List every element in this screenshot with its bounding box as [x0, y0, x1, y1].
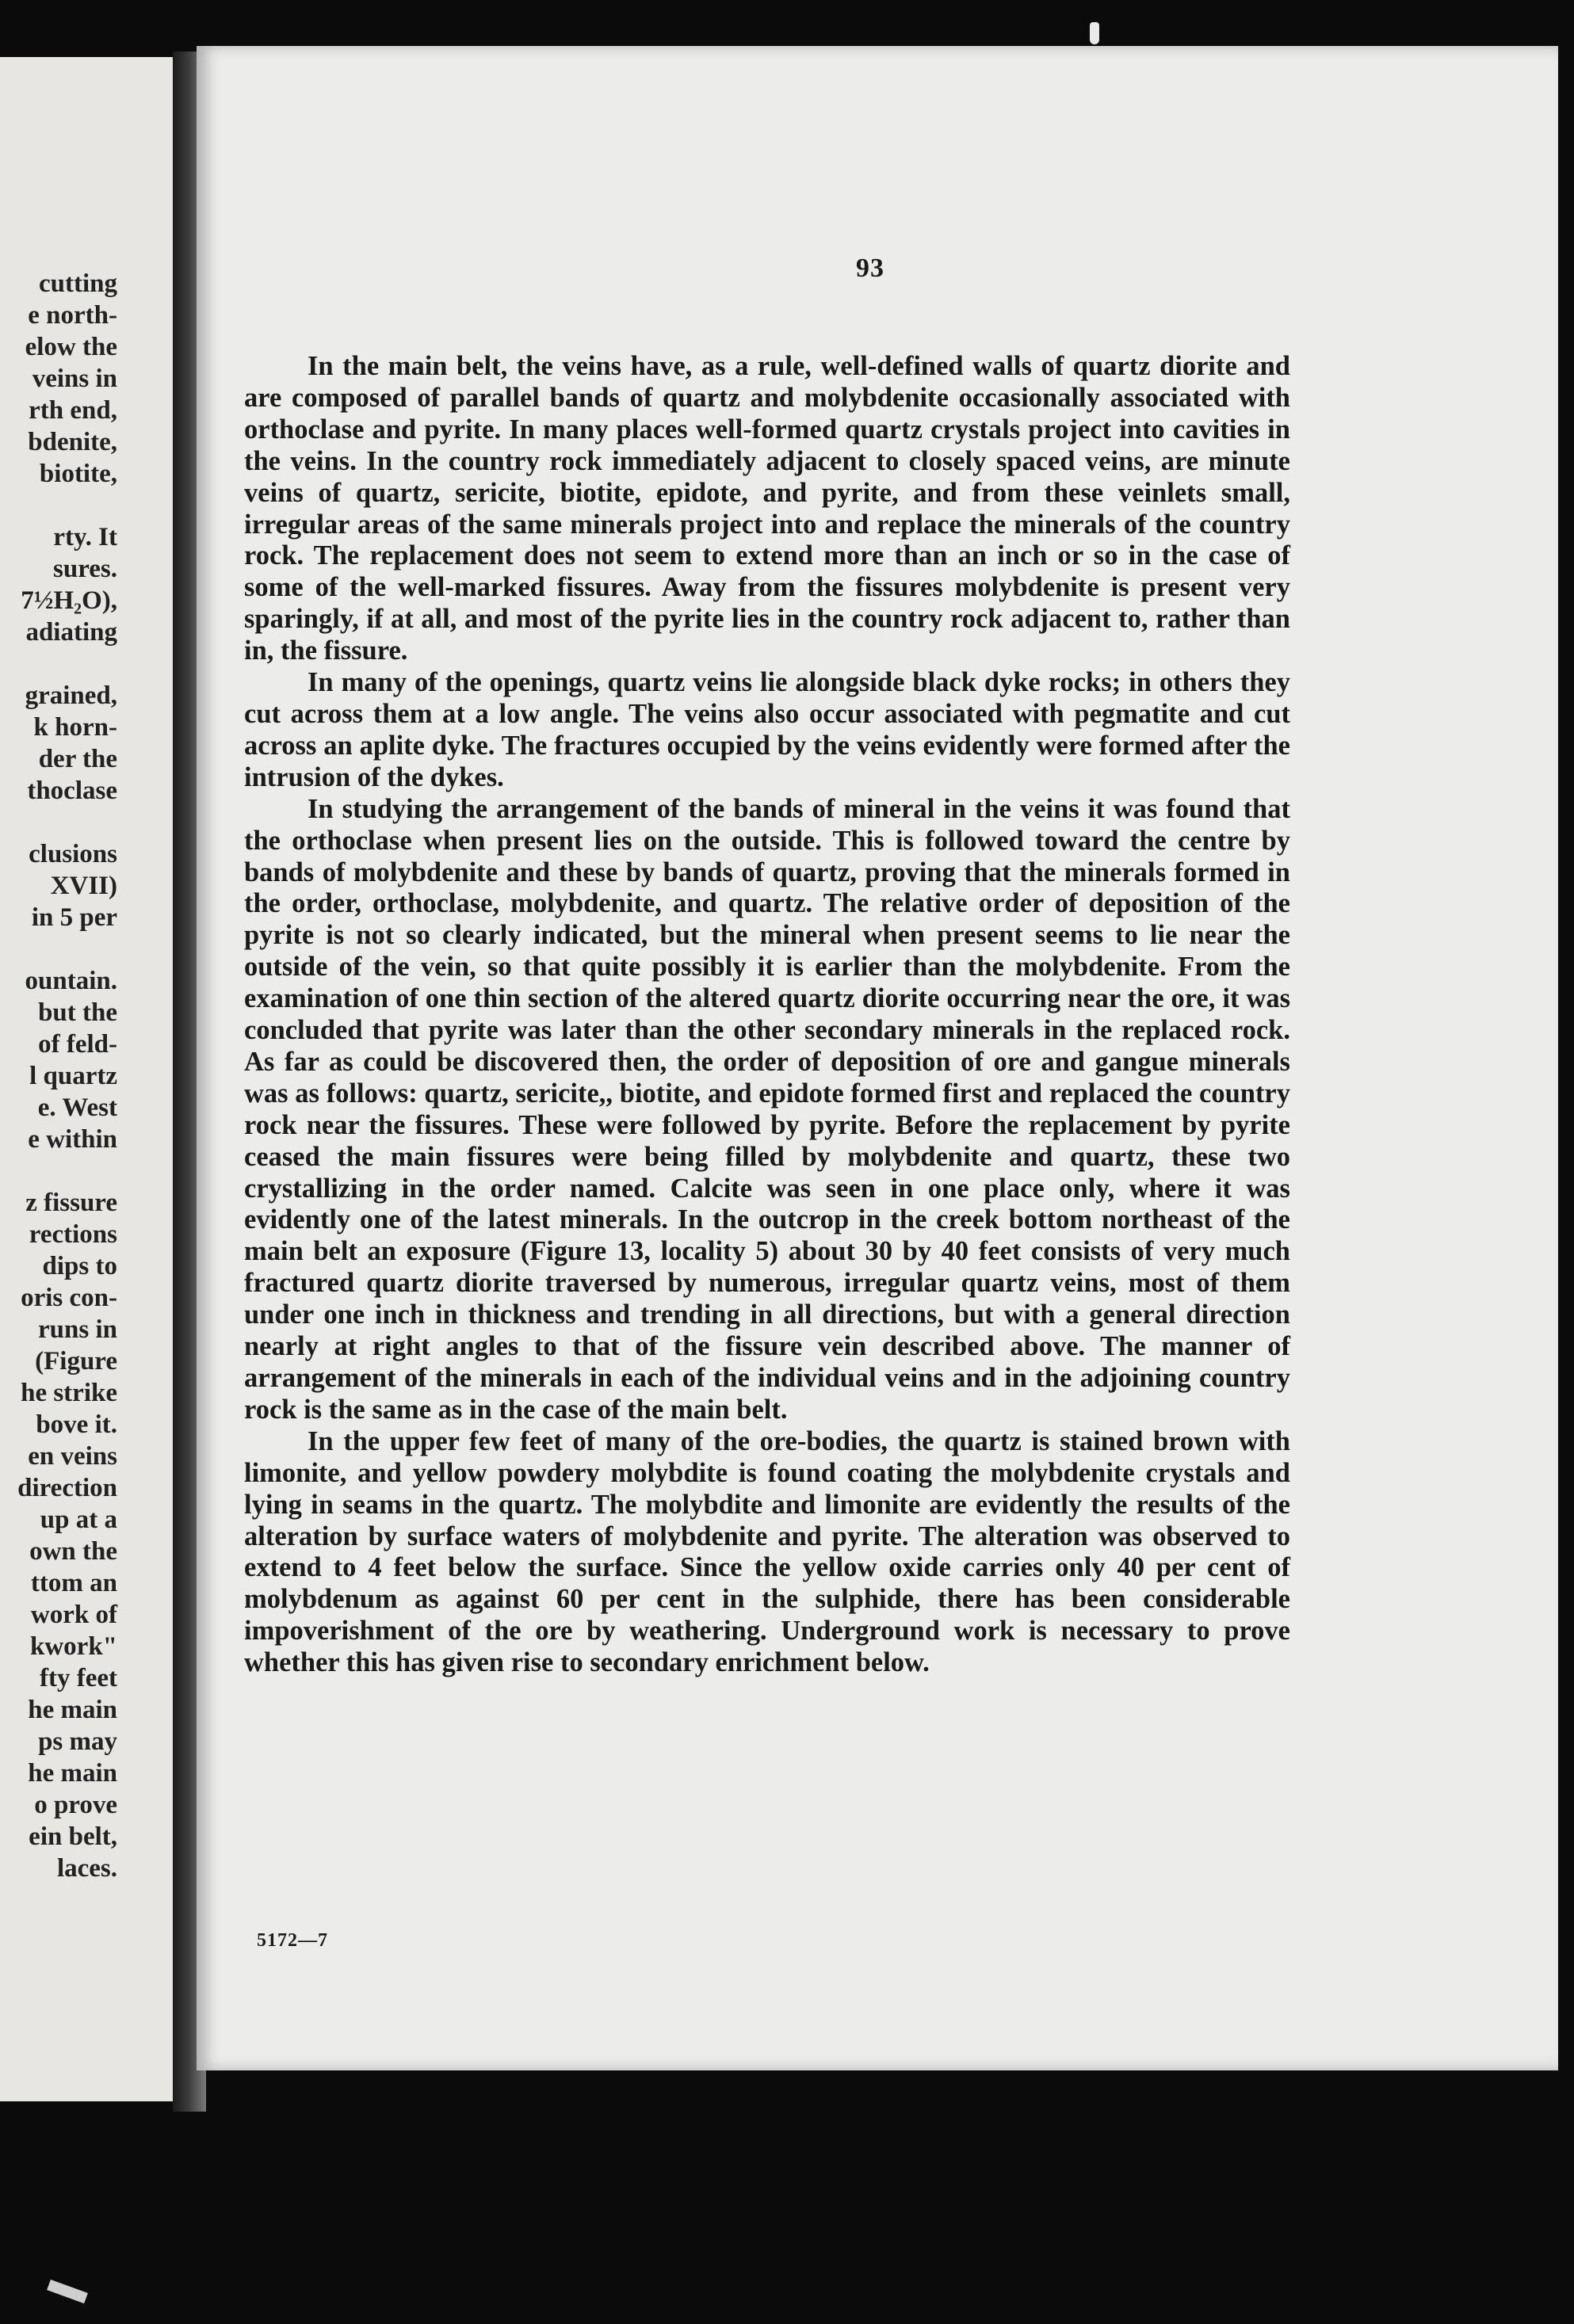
left-page-fragment: grained, [25, 681, 117, 710]
previous-page-edge [0, 57, 173, 2101]
left-page-fragment: o prove [34, 1791, 117, 1819]
left-page-fragment: biotite, [39, 460, 117, 488]
left-page-fragment: in 5 per [31, 903, 117, 932]
left-page-fragment: veins in [32, 364, 117, 393]
left-page-fragment: own the [29, 1537, 117, 1566]
left-page-fragment: kwork" [29, 1632, 117, 1661]
left-page-fragment: work of [30, 1601, 117, 1629]
left-page-fragment: of feld- [38, 1030, 117, 1059]
left-page-fragment: rty. It [53, 523, 117, 551]
left-page-fragment: but the [38, 998, 117, 1027]
left-page-fragment: l quartz [29, 1062, 117, 1090]
left-page-fragment: en veins [28, 1442, 117, 1471]
scan-speck [47, 2280, 88, 2303]
left-page-fragment: bove it. [36, 1410, 117, 1439]
paragraph: In many of the openings, quartz veins lie alongside black dyke rocks; in others they cut across them at a low angle. The veins also occur associated with pegmatite and cut across an aplite dyke. The fractures occupied by the veins evidently were formed after the intrusion of the dykes. [244, 667, 1290, 792]
left-page-fragment: sures. [53, 555, 117, 583]
left-page-fragment: k horn- [33, 713, 117, 742]
left-page-fragment: clusions [29, 840, 117, 868]
left-page-fragment: ps may [38, 1727, 117, 1756]
paragraph: In the main belt, the veins have, as a rule, well-defined walls of quartz diorite and are composed of parallel bands of quartz and molybdenite occasionally associated with orthoclase and pyrite. In many places well-formed quartz crystals project into cavities in the veins. In the country rock immediately adjacent to closely spaced veins, are minute veins of quartz, sericite, biotite, epidote, and pyrite, and from these veinlets small, irregular areas of the same minerals project into and replace the minerals of the country rock. The replacement does not seem to extend more than an inch or so in the case of some of the well-marked fissures. Away from the fissures molybdenite is present very sparingly, if at all, and most of the pyrite lies in the country rock adjacent to, rather than in, the fissure. [244, 351, 1290, 666]
left-page-fragment: runs in [38, 1315, 117, 1344]
left-page-fragment: elow the [25, 333, 117, 361]
left-page-fragment: e. West [37, 1093, 117, 1122]
left-page-fragment: der the [38, 745, 117, 773]
document-page [197, 46, 1558, 2070]
page-number: 93 [856, 254, 884, 283]
left-page-fragment: z fissure [25, 1189, 117, 1217]
left-page-fragment: up at a [40, 1505, 117, 1534]
paragraph: In the upper few feet of many of the ore-bodies, the quartz is stained brown with limonite, and yellow powdery molybdite is found coating the molybdenite crystals and lying in seams in the quartz. The molybdite and limonite are evidently the results of the alteration by surface waters of molybdenite and pyrite. The alteration was observed to extend to 4 feet below the surface. Since the yellow oxide carries only 40 per cent of molybdenum as against 60 per cent in the sulphide, there has been considerable impoverishment of the ore by weathering. Underground work is necessary to prove whether this has given rise to secondary enrichment below. [244, 1425, 1290, 1678]
left-page-fragment: laces. [56, 1854, 117, 1883]
left-page-fragment: fty feet [39, 1664, 117, 1692]
left-page-fragment: he strike [21, 1379, 117, 1407]
signature-mark: 5172—7 [257, 1930, 328, 1951]
left-page-fragment: e within [28, 1125, 117, 1154]
left-page-fragment: bdenite, [28, 428, 117, 456]
left-page-fragment: direction [17, 1474, 117, 1502]
left-page-fragment: oris con- [21, 1284, 117, 1312]
paragraph: In studying the arrangement of the bands of mineral in the veins it was found that the orthoclase when present lies on the outside. This is followed toward the centre by bands of molybdenite and these by bands of quartz, proving that the minerals formed in the order, orthoclase, molybdenite, and quartz. The relative order of deposition of the pyrite is not so clearly indicated, but the mineral when present seems to lie near the outside of the vein, so that quite possibly it is earlier than the molybdenite. From the examination of one thin section of the altered quartz diorite occurring near the ore, it was concluded that pyrite was later than the other secondary minerals in the replaced rock. As far as could be discovered then, the order of deposition of ore and gangue minerals was as follows: quartz, sericite,, biotite, and epidote formed first and replaced the country rock near the fissures. These were followed by pyrite. Before the replacement by pyrite ceased the main fissures were being filled by molybdenite and quartz, these two crystallizing in the order named. Calcite was seen in one place only, where it was evidently one of the latest minerals. In the outcrop in the creek bottom northeast of the main belt an exposure (Figure 13, locality 5) about 30 by 40 feet consists of very much fractured quartz diorite traversed by numerous, irregular quartz veins, most of them under one inch in thickness and trending in all directions, but with a general direction nearly at right angles to that of the fissure vein described above. The manner of arrangement of the minerals in each of the individual veins and in the adjoining country rock is the same as in the case of the main belt. [244, 793, 1290, 1425]
left-page-fragment: ttom an [30, 1569, 117, 1597]
left-page-fragment: (Figure [35, 1347, 117, 1376]
left-page-fragment: dips to [42, 1252, 117, 1280]
left-page-fragment: ountain. [25, 967, 117, 995]
left-page-fragment: thoclase [27, 777, 117, 805]
left-page-fragment: cutting [39, 269, 117, 298]
body-text [244, 351, 1290, 1679]
left-page-fragment: ein belt, [29, 1822, 117, 1851]
left-page-fragment: e north- [28, 301, 117, 330]
left-page-fragment: he main [28, 1696, 117, 1724]
scan-speck [1090, 22, 1099, 44]
left-page-fragment: XVII) [50, 872, 117, 900]
left-page-fragment: he main [28, 1759, 117, 1788]
left-page-fragment: adiating [25, 618, 117, 647]
left-page-fragment: rections [29, 1220, 117, 1249]
left-page-fragment: rth end, [29, 396, 117, 425]
left-page-fragment: 7½H₂O), [21, 586, 117, 615]
